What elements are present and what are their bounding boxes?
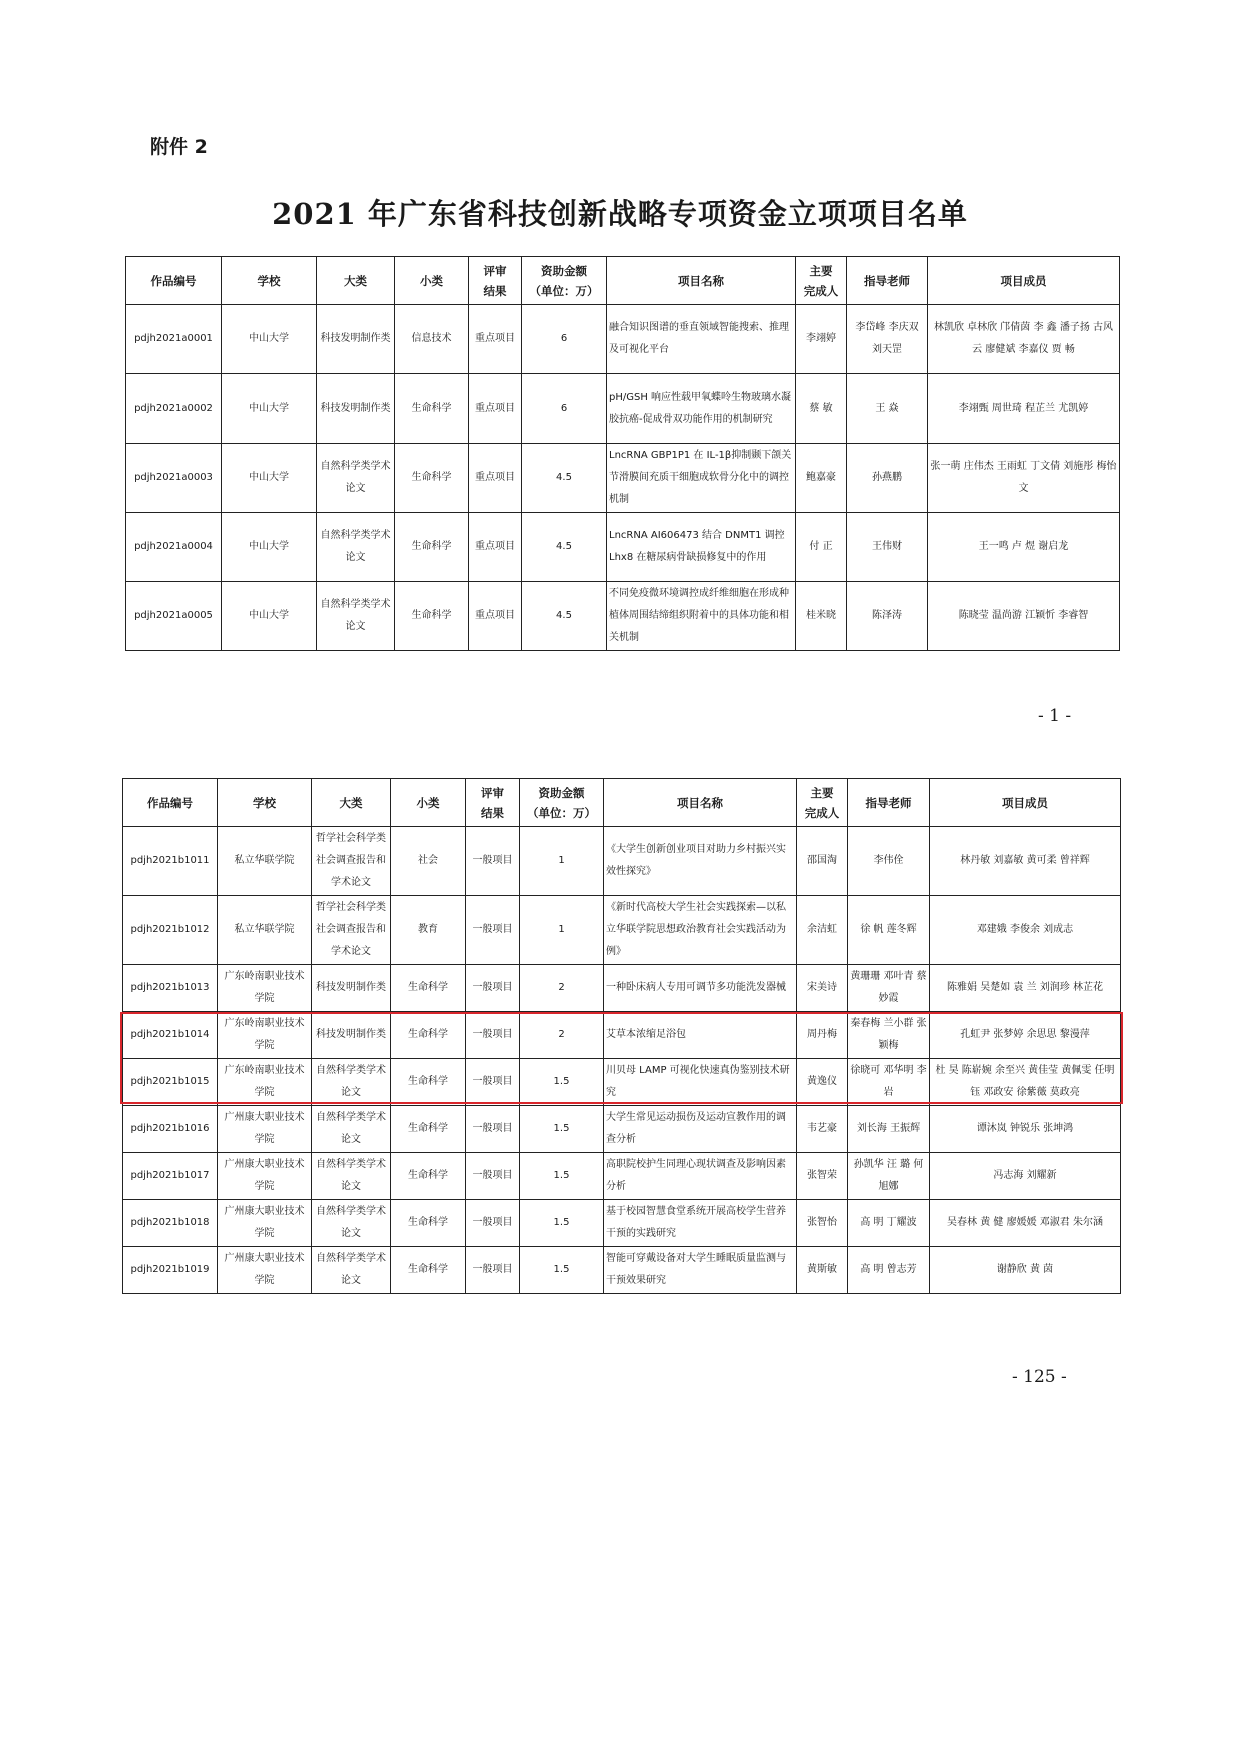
cell-review: 重点项目 — [469, 582, 522, 651]
cell-advisor: 孙燕鹏 — [847, 444, 928, 513]
cell-members: 陈雅娟 吴楚如 袁 兰 刘润珍 林芷花 — [930, 965, 1121, 1012]
cell-code: pdjh2021b1018 — [123, 1200, 218, 1247]
cell-code: pdjh2021a0002 — [126, 374, 222, 444]
cell-funding: 2 — [520, 965, 604, 1012]
cell-subcategory: 信息技术 — [395, 305, 469, 374]
cell-funding: 1 — [520, 827, 604, 896]
cell-advisor: 黄珊珊 邓叶青 蔡妙霞 — [848, 965, 930, 1012]
cell-advisor: 秦春梅 兰小群 张颖梅 — [848, 1012, 930, 1059]
cell-review: 一般项目 — [466, 1106, 520, 1153]
cell-review: 一般项目 — [466, 1153, 520, 1200]
header-project: 项目名称 — [607, 257, 796, 305]
cell-code: pdjh2021b1016 — [123, 1106, 218, 1153]
cell-category: 自然科学类学术论文 — [312, 1153, 391, 1200]
cell-members: 谭沐岚 钟锐乐 张坤鸿 — [930, 1106, 1121, 1153]
cell-review: 一般项目 — [466, 1059, 520, 1106]
cell-members: 谢静欣 黄 茵 — [930, 1247, 1121, 1294]
cell-category: 自然科学类学术论文 — [312, 1200, 391, 1247]
cell-advisor: 陈泽涛 — [847, 582, 928, 651]
cell-funding: 4.5 — [522, 513, 607, 582]
header-code: 作品编号 — [126, 257, 222, 305]
cell-project: LncRNA AI606473 结合 DNMT1 调控 Lhx8 在糖尿病骨缺损修复中的作用 — [607, 513, 796, 582]
cell-funding: 6 — [522, 305, 607, 374]
cell-subcategory: 生命科学 — [391, 965, 466, 1012]
cell-category: 自然科学类学术论文 — [312, 1059, 391, 1106]
header-members: 项目成员 — [928, 257, 1120, 305]
cell-school: 中山大学 — [222, 582, 317, 651]
cell-code: pdjh2021a0004 — [126, 513, 222, 582]
cell-subcategory: 生命科学 — [391, 1153, 466, 1200]
cell-category: 科技发明制作类 — [317, 305, 395, 374]
cell-category: 自然科学类学术论文 — [317, 513, 395, 582]
cell-funding: 4.5 — [522, 444, 607, 513]
cell-members: 李翊甄 周世琦 程芷兰 尤凯婷 — [928, 374, 1120, 444]
header-subcategory: 小类 — [391, 779, 466, 827]
document-title: 2021 年广东省科技创新战略专项资金立项项目名单 — [272, 197, 968, 231]
cell-project: 《新时代高校大学生社会实践探索—以私立华联学院思想政治教育社会实践活动为例》 — [604, 896, 797, 965]
cell-advisor: 刘长海 王振辉 — [848, 1106, 930, 1153]
cell-code: pdjh2021a0003 — [126, 444, 222, 513]
cell-code: pdjh2021b1019 — [123, 1247, 218, 1294]
header-review: 评审 结果 — [466, 779, 520, 827]
cell-review: 一般项目 — [466, 965, 520, 1012]
header-school: 学校 — [222, 257, 317, 305]
cell-school: 广州康大职业技术学院 — [218, 1247, 312, 1294]
cell-code: pdjh2021b1015 — [123, 1059, 218, 1106]
cell-review: 一般项目 — [466, 1247, 520, 1294]
cell-school: 中山大学 — [222, 305, 317, 374]
cell-lead: 李翊婷 — [796, 305, 847, 374]
cell-subcategory: 教育 — [391, 896, 466, 965]
header-category: 大类 — [312, 779, 391, 827]
table-row — [126, 374, 1120, 444]
cell-review: 一般项目 — [466, 896, 520, 965]
cell-advisor: 李伟佺 — [848, 827, 930, 896]
cell-subcategory: 生命科学 — [395, 513, 469, 582]
cell-subcategory: 生命科学 — [391, 1012, 466, 1059]
cell-funding: 1.5 — [520, 1059, 604, 1106]
cell-project: LncRNA GBP1P1 在 IL-1β抑制颞下颌关节滑膜间充质干细胞成软骨分化中的调控机制 — [607, 444, 796, 513]
cell-category: 自然科学类学术论文 — [317, 582, 395, 651]
cell-project: pH/GSH 响应性载甲氧蝶呤生物玻璃水凝胶抗癌-促成骨双功能作用的机制研究 — [607, 374, 796, 444]
cell-review: 重点项目 — [469, 305, 522, 374]
table-row — [123, 1106, 1121, 1153]
header-category: 大类 — [317, 257, 395, 305]
cell-lead: 桂米晓 — [796, 582, 847, 651]
cell-school: 广州康大职业技术学院 — [218, 1106, 312, 1153]
cell-lead: 邵国淘 — [797, 827, 848, 896]
cell-school: 广东岭南职业技术学院 — [218, 1059, 312, 1106]
cell-code: pdjh2021b1017 — [123, 1153, 218, 1200]
cell-members: 邓建娥 李俊余 刘成志 — [930, 896, 1121, 965]
header-lead: 主要 完成人 — [796, 257, 847, 305]
cell-project: 川贝母 LAMP 可视化快速真伪鉴别技术研究 — [604, 1059, 797, 1106]
cell-funding: 1.5 — [520, 1247, 604, 1294]
cell-lead: 宋美诗 — [797, 965, 848, 1012]
cell-school: 中山大学 — [222, 374, 317, 444]
cell-school: 广州康大职业技术学院 — [218, 1200, 312, 1247]
cell-project: 艾草本浓缩足浴包 — [604, 1012, 797, 1059]
cell-code: pdjh2021a0005 — [126, 582, 222, 651]
cell-lead: 黄逸仪 — [797, 1059, 848, 1106]
cell-lead: 张智怡 — [797, 1200, 848, 1247]
cell-advisor: 徐晓可 邓华明 李 岩 — [848, 1059, 930, 1106]
cell-advisor: 李岱峰 李庆双 刘天罡 — [847, 305, 928, 374]
cell-members: 林凯欣 卓林欣 邝倩茵 李 鑫 潘子扬 古风云 廖健斌 李嘉仪 贾 畅 — [928, 305, 1120, 374]
header-code: 作品编号 — [123, 779, 218, 827]
cell-funding: 4.5 — [522, 582, 607, 651]
header-lead: 主要 完成人 — [797, 779, 848, 827]
cell-school: 广东岭南职业技术学院 — [218, 1012, 312, 1059]
header-members: 项目成员 — [930, 779, 1121, 827]
header-project: 项目名称 — [604, 779, 797, 827]
cell-school: 中山大学 — [222, 513, 317, 582]
table-row — [123, 965, 1121, 1012]
table-row — [126, 513, 1120, 582]
cell-project: 智能可穿戴设备对大学生睡眠质量监测与干预效果研究 — [604, 1247, 797, 1294]
cell-advisor: 王伟财 — [847, 513, 928, 582]
table-row — [123, 1012, 1121, 1059]
cell-subcategory: 生命科学 — [391, 1247, 466, 1294]
header-funding: 资助金额 （单位：万） — [520, 779, 604, 827]
cell-project: 《大学生创新创业项目对助力乡村振兴实效性探究》 — [604, 827, 797, 896]
cell-lead: 鲍嘉豪 — [796, 444, 847, 513]
cell-code: pdjh2021a0001 — [126, 305, 222, 374]
table-row — [126, 582, 1120, 651]
cell-members: 冯志海 刘耀新 — [930, 1153, 1121, 1200]
cell-subcategory: 社会 — [391, 827, 466, 896]
cell-project: 高职院校护生同理心现状调查及影响因素分析 — [604, 1153, 797, 1200]
cell-lead: 黄斯敏 — [797, 1247, 848, 1294]
cell-advisor: 徐 帆 莲冬辉 — [848, 896, 930, 965]
project-table-page-1 — [125, 256, 1120, 651]
header-school: 学校 — [218, 779, 312, 827]
table-row — [126, 444, 1120, 513]
cell-review: 重点项目 — [469, 513, 522, 582]
cell-project: 大学生常见运动损伤及运动宣教作用的调查分析 — [604, 1106, 797, 1153]
cell-members: 陈晓莹 温尚游 江颖忻 李睿智 — [928, 582, 1120, 651]
cell-subcategory: 生命科学 — [395, 582, 469, 651]
cell-category: 自然科学类学术论文 — [312, 1247, 391, 1294]
cell-members: 吴春林 黄 健 廖媛媛 邓淑君 朱尔涵 — [930, 1200, 1121, 1247]
attachment-label: 附件 2 — [150, 136, 208, 158]
cell-project: 基于校园智慧食堂系统开展高校学生营养干预的实践研究 — [604, 1200, 797, 1247]
header-subcategory: 小类 — [395, 257, 469, 305]
cell-code: pdjh2021b1013 — [123, 965, 218, 1012]
header-review: 评审 结果 — [469, 257, 522, 305]
cell-school: 广东岭南职业技术学院 — [218, 965, 312, 1012]
cell-lead: 余洁虹 — [797, 896, 848, 965]
cell-project: 一种卧床病人专用可调节多功能洗发器械 — [604, 965, 797, 1012]
cell-members: 张一萌 庄伟杰 王雨虹 丁文倩 刘施彤 梅怡文 — [928, 444, 1120, 513]
cell-lead: 付 正 — [796, 513, 847, 582]
cell-subcategory: 生命科学 — [391, 1059, 466, 1106]
cell-review: 重点项目 — [469, 444, 522, 513]
table-row — [126, 305, 1120, 374]
cell-subcategory: 生命科学 — [395, 374, 469, 444]
cell-subcategory: 生命科学 — [391, 1106, 466, 1153]
cell-advisor: 高 明 丁耀波 — [848, 1200, 930, 1247]
cell-code: pdjh2021b1012 — [123, 896, 218, 965]
cell-lead: 韦艺豪 — [797, 1106, 848, 1153]
cell-members: 孔虹尹 张梦婷 余思思 黎漫萍 — [930, 1012, 1121, 1059]
page-number-125: - 125 - — [1012, 1367, 1067, 1387]
cell-review: 一般项目 — [466, 827, 520, 896]
table-row — [123, 896, 1121, 965]
cell-category: 自然科学类学术论文 — [312, 1106, 391, 1153]
cell-lead: 张智荣 — [797, 1153, 848, 1200]
cell-members: 杜 昊 陈崭婉 余至兴 黄佳莹 黄佩雯 任明钰 邓政安 徐紫薇 莫政亮 — [930, 1059, 1121, 1106]
cell-funding: 1 — [520, 896, 604, 965]
cell-code: pdjh2021b1014 — [123, 1012, 218, 1059]
table-row — [123, 1200, 1121, 1247]
cell-subcategory: 生命科学 — [391, 1200, 466, 1247]
cell-members: 王一鸣 卢 煜 谢启龙 — [928, 513, 1120, 582]
cell-school: 私立华联学院 — [218, 896, 312, 965]
cell-funding: 2 — [520, 1012, 604, 1059]
cell-category: 哲学社会科学类社会调查报告和学术论文 — [312, 896, 391, 965]
cell-category: 科技发明制作类 — [312, 965, 391, 1012]
cell-review: 重点项目 — [469, 374, 522, 444]
cell-members: 林丹敏 刘嘉敏 黄可柔 曾祥辉 — [930, 827, 1121, 896]
cell-school: 中山大学 — [222, 444, 317, 513]
header-advisor: 指导老师 — [847, 257, 928, 305]
cell-funding: 6 — [522, 374, 607, 444]
cell-code: pdjh2021b1011 — [123, 827, 218, 896]
table-row — [123, 1247, 1121, 1294]
table-row — [123, 1153, 1121, 1200]
header-advisor: 指导老师 — [848, 779, 930, 827]
cell-category: 科技发明制作类 — [312, 1012, 391, 1059]
cell-review: 一般项目 — [466, 1012, 520, 1059]
cell-review: 一般项目 — [466, 1200, 520, 1247]
table-row — [123, 827, 1121, 896]
header-funding: 资助金额 （单位：万） — [522, 257, 607, 305]
cell-advisor: 孙凯华 汪 璐 何旭娜 — [848, 1153, 930, 1200]
cell-advisor: 王 焱 — [847, 374, 928, 444]
table-header-row — [126, 257, 1120, 305]
project-table-page-125 — [122, 778, 1121, 1294]
cell-funding: 1.5 — [520, 1106, 604, 1153]
cell-funding: 1.5 — [520, 1153, 604, 1200]
cell-project: 融合知识图谱的垂直领域智能搜索、推理及可视化平台 — [607, 305, 796, 374]
cell-funding: 1.5 — [520, 1200, 604, 1247]
cell-category: 科技发明制作类 — [317, 374, 395, 444]
cell-subcategory: 生命科学 — [395, 444, 469, 513]
page-number-1: - 1 - — [1038, 706, 1072, 726]
cell-lead: 蔡 敏 — [796, 374, 847, 444]
cell-project: 不同免疫微环境调控成纤维细胞在形成种植体周围结缔组织附着中的具体功能和相关机制 — [607, 582, 796, 651]
cell-advisor: 高 明 曾志芳 — [848, 1247, 930, 1294]
table-row — [123, 1059, 1121, 1106]
cell-category: 哲学社会科学类社会调查报告和学术论文 — [312, 827, 391, 896]
cell-category: 自然科学类学术论文 — [317, 444, 395, 513]
cell-school: 广州康大职业技术学院 — [218, 1153, 312, 1200]
cell-school: 私立华联学院 — [218, 827, 312, 896]
table-header-row — [123, 779, 1121, 827]
cell-lead: 周丹梅 — [797, 1012, 848, 1059]
